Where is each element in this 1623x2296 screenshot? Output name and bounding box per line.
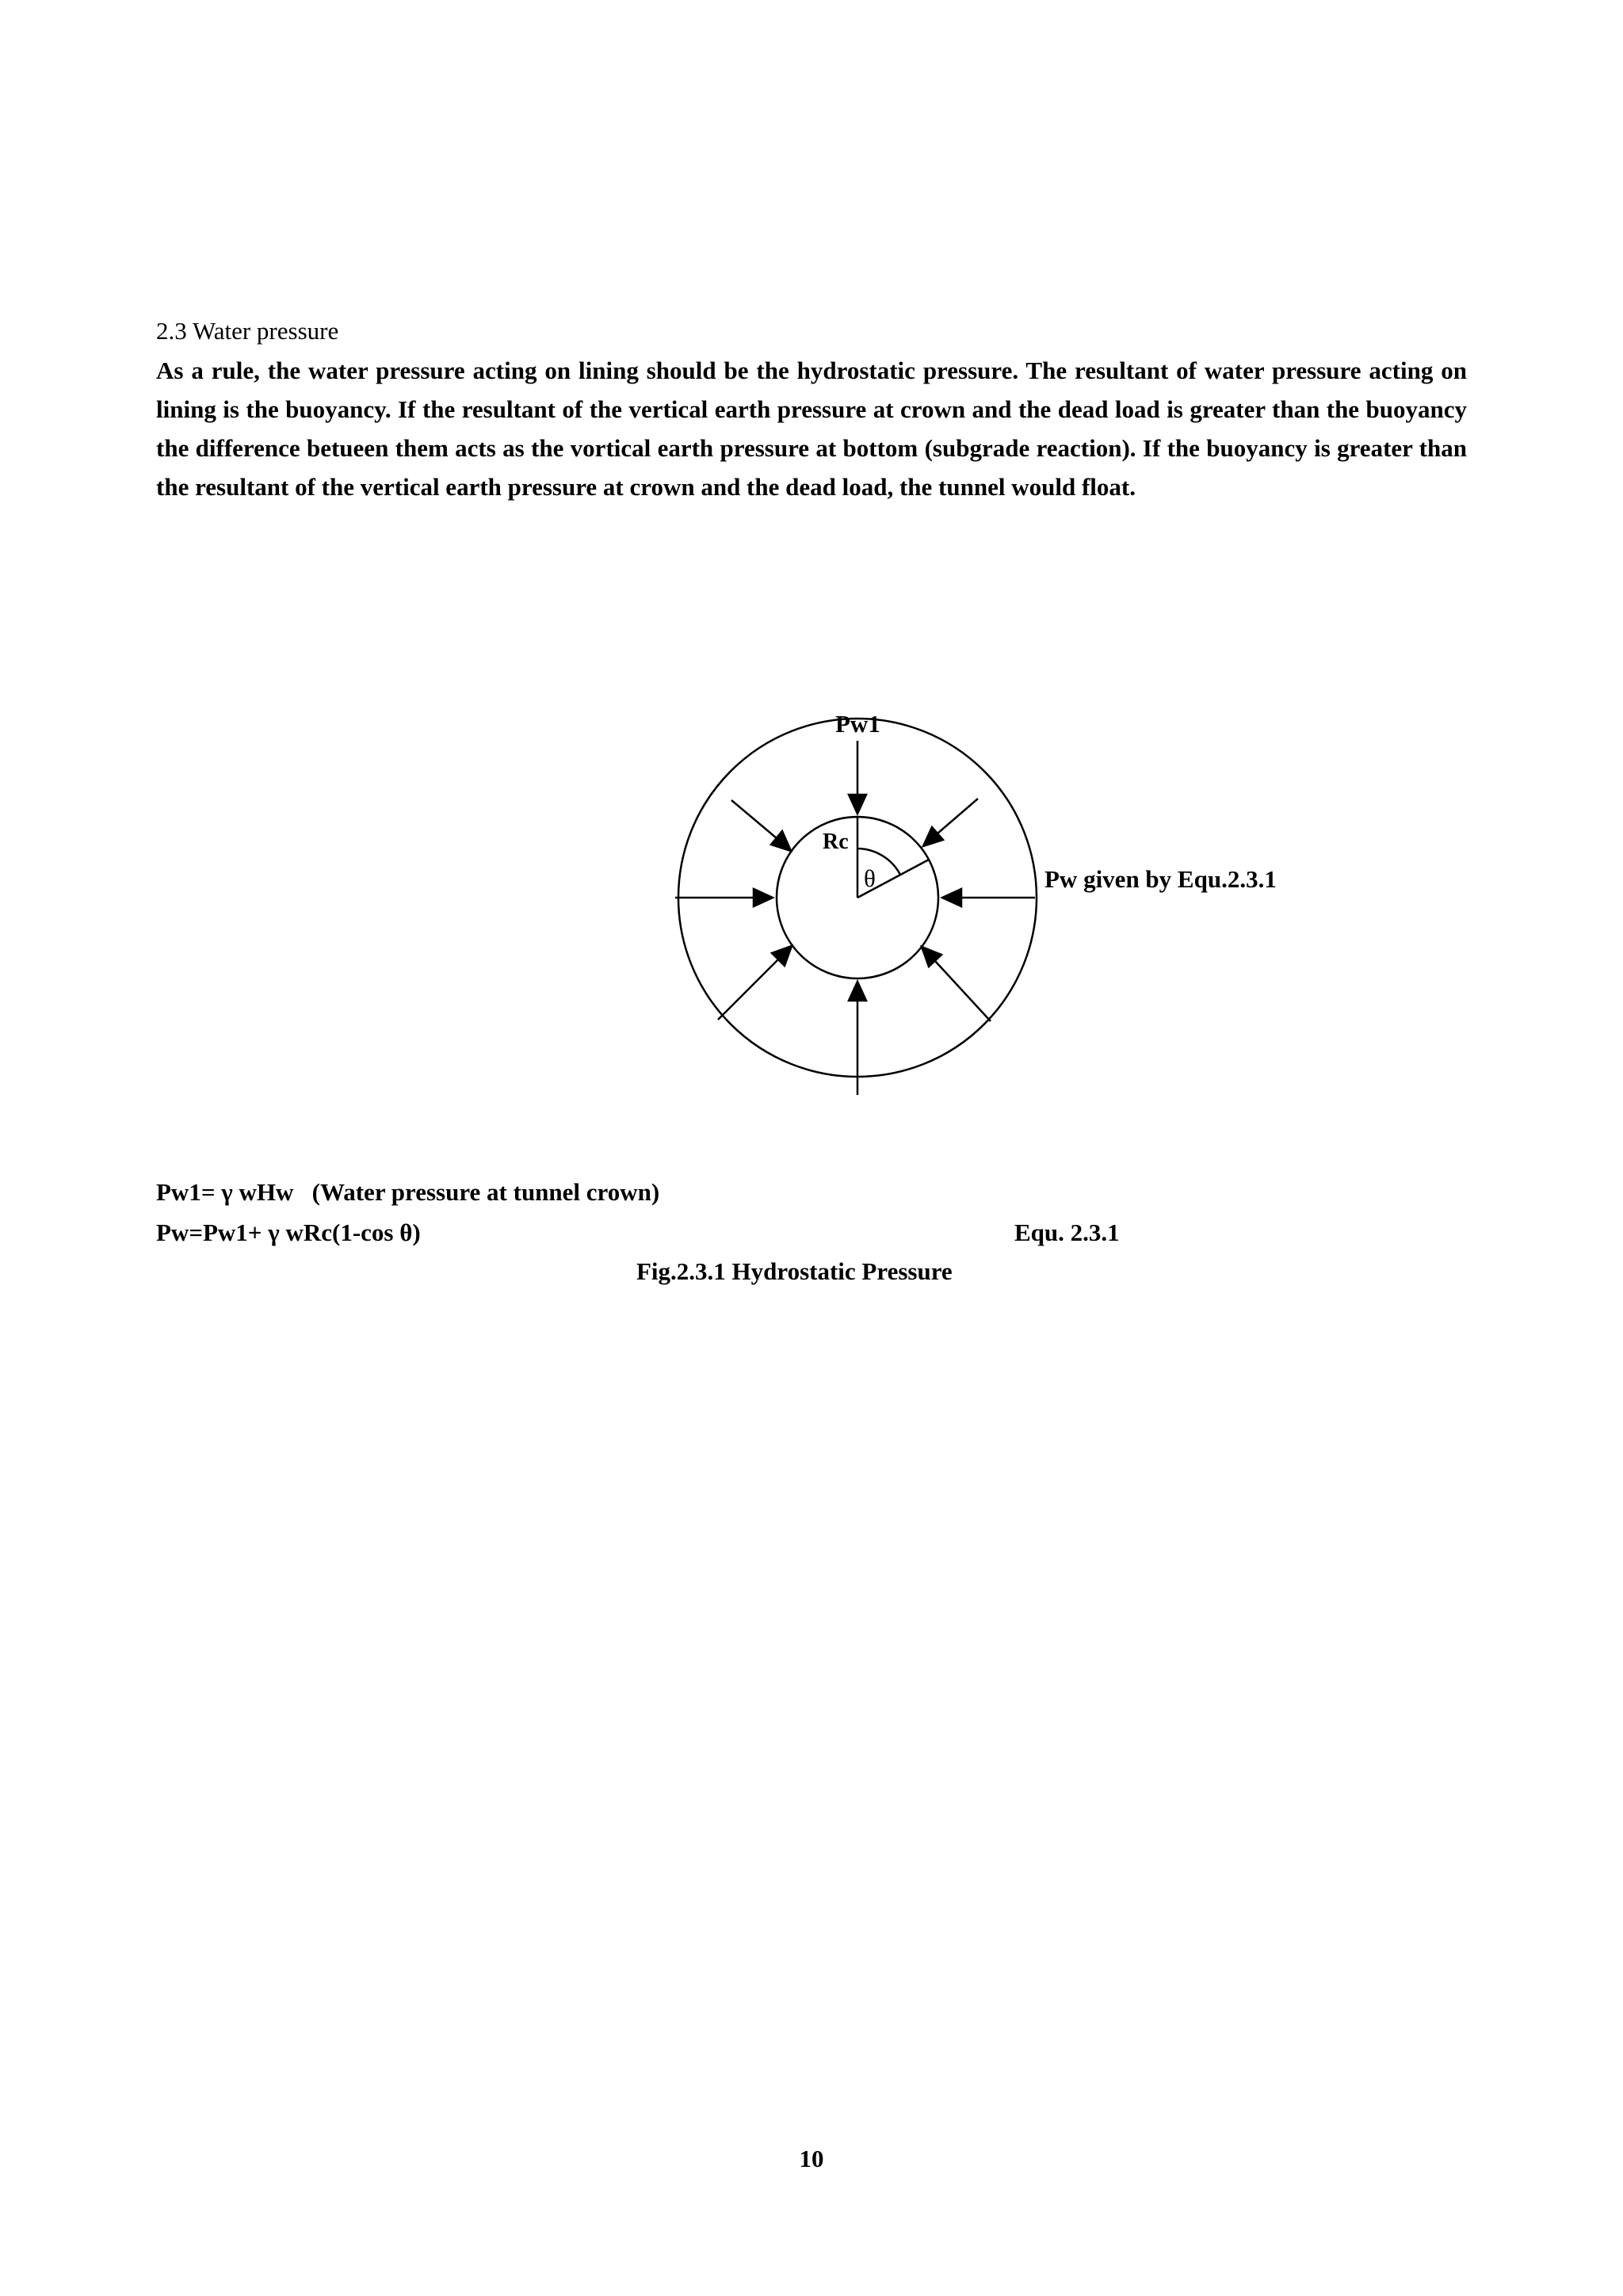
geometry-annotations [857, 817, 929, 898]
arrowhead-top [849, 795, 866, 814]
label-pw1: Pw1 [835, 710, 880, 738]
formula-pw1: Pw1= γ wHw (Water pressure at tunnel crown) [156, 1178, 660, 1206]
figure-caption: Fig.2.3.1 Hydrostatic Pressure [636, 1257, 953, 1285]
tunnel-circle [777, 817, 938, 978]
label-pw-given: Pw given by Equ.2.3.1 [1044, 865, 1277, 893]
arrow-upper-right [938, 799, 978, 833]
arrow-lower-left [718, 959, 778, 1020]
label-rc: Rc [823, 830, 849, 854]
equation-label: Equ. 2.3.1 [1014, 1219, 1120, 1246]
arrowhead-right [942, 889, 961, 906]
arrow-lower-right [935, 961, 991, 1021]
formula-pw: Pw=Pw1+ γ wRc(1-cos θ) [156, 1219, 421, 1246]
outer-circle [678, 719, 1037, 1077]
pressure-arrows [675, 741, 1035, 1095]
arrowhead-lower-right [922, 947, 941, 967]
section-heading: 2.3 Water pressure [156, 317, 339, 345]
radius-angled [857, 860, 929, 898]
page-number: 10 [799, 2145, 824, 2172]
body-paragraph: As a rule, the water pressure acting on lining should be the hydrostatic pressure. The resultant of water pressure acting on lining is the buoyancy. If the resultant of the vertical earth pressure at crown and the dead load is greater than the buoyancy the difference betueen them acts as the vortical earth pressure at bottom (subgrade reaction). If the buoyancy is greater than the resultant of the vertical earth pressure at crown and the dead load, the tunnel would float. [156, 357, 1467, 501]
arrowhead-lower-left [772, 946, 792, 966]
arrowhead-upper-right [923, 827, 943, 846]
arrow-upper-left [731, 800, 777, 838]
arrowhead-bottom [849, 982, 866, 1001]
arrowhead-left [754, 889, 773, 906]
angle-arc [857, 849, 900, 875]
label-theta: θ [864, 864, 876, 892]
arrowhead-upper-left [771, 831, 791, 851]
